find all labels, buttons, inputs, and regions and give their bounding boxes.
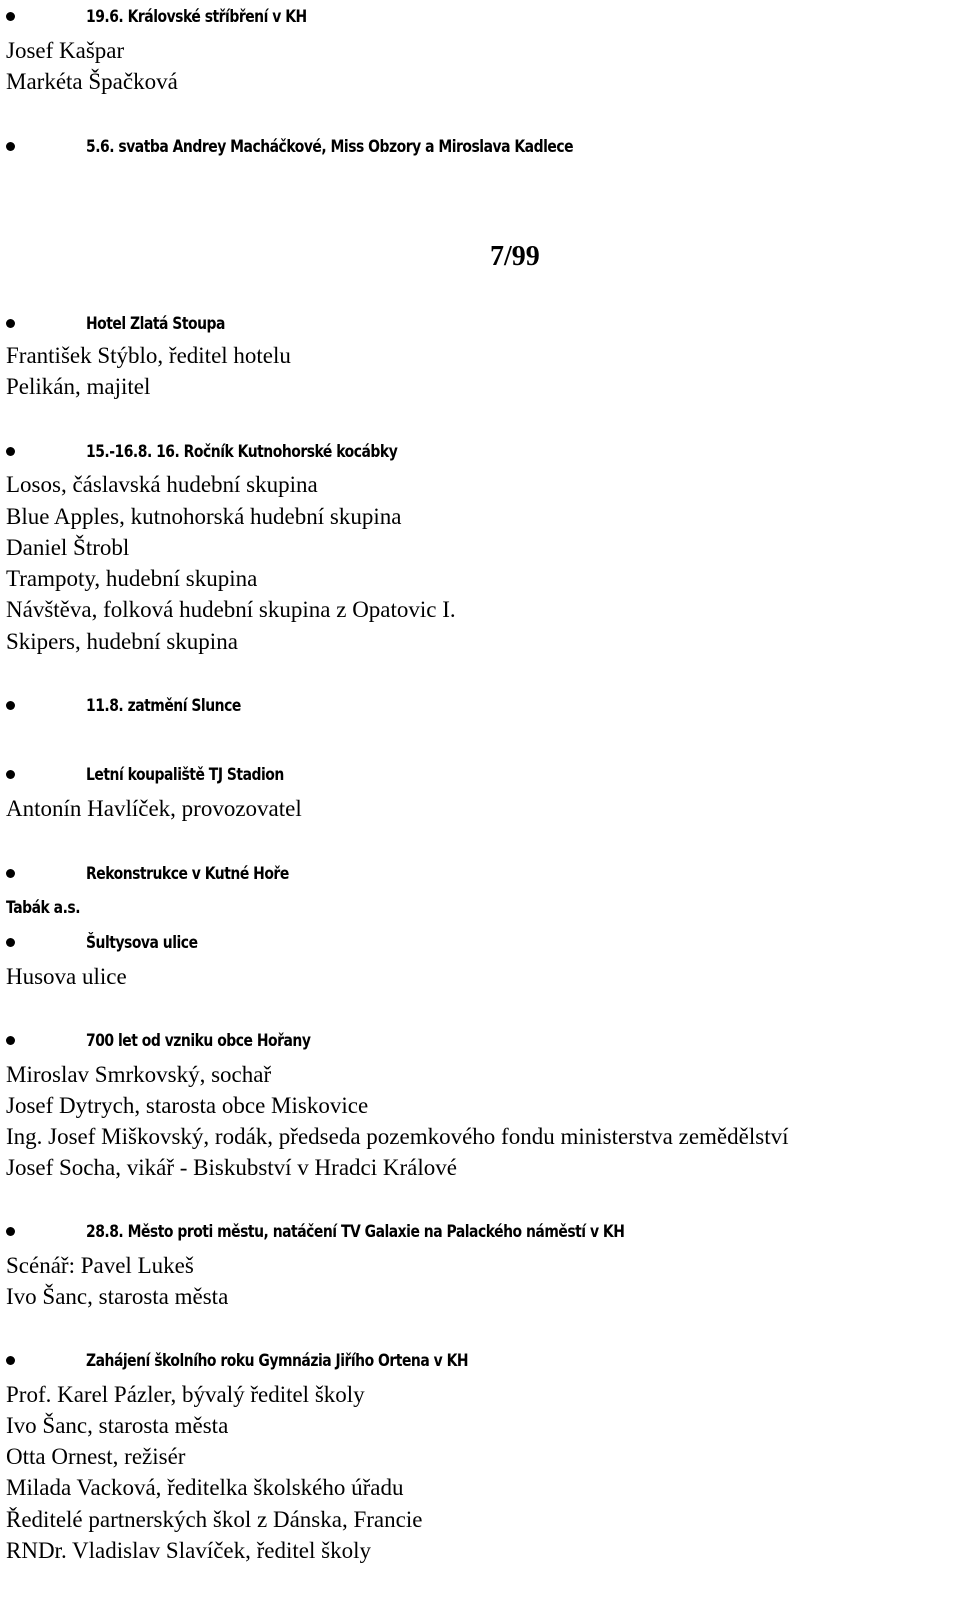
bullet-icon xyxy=(6,319,15,328)
text-line: Husova ulice xyxy=(6,964,127,989)
bullet-icon xyxy=(6,447,15,456)
text-line: Josef Dytrych, starosta obce Miskovice xyxy=(6,1093,369,1118)
bullet-icon xyxy=(6,938,15,947)
section-heading: Letní koupaliště TJ Stadion xyxy=(86,765,284,785)
bullet-icon xyxy=(6,1036,15,1045)
text-line: Milada Vacková, ředitelka školského úřadu xyxy=(6,1475,404,1500)
bullet-icon xyxy=(6,770,15,779)
page-number: 7/99 xyxy=(490,241,540,272)
text-line: Daniel Štrobl xyxy=(6,535,130,560)
section-heading: Hotel Zlatá Stoupa xyxy=(86,314,225,334)
text-line: Losos, čáslavská hudební skupina xyxy=(6,472,318,497)
bullet-icon xyxy=(6,869,15,878)
text-line: Antonín Havlíček, provozovatel xyxy=(6,796,302,821)
section-heading: Tabák a.s. xyxy=(6,898,81,918)
text-line: Otta Ornest, režisér xyxy=(6,1444,186,1469)
text-line: Skipers, hudební skupina xyxy=(6,629,238,654)
text-line: Blue Apples, kutnohorská hudební skupina xyxy=(6,504,402,529)
bullet-icon xyxy=(6,701,15,710)
text-line: František Stýblo, ředitel hotelu xyxy=(6,343,291,368)
text-line: Ivo Šanc, starosta města xyxy=(6,1413,229,1438)
section-heading: Rekonstrukce v Kutné Hoře xyxy=(86,864,289,884)
section-heading: 700 let od vzniku obce Hořany xyxy=(86,1031,311,1051)
text-line: RNDr. Vladislav Slavíček, ředitel školy xyxy=(6,1538,371,1563)
section-heading: 19.6. Královské stříbření v KH xyxy=(86,7,307,27)
text-line: Miroslav Smrkovský, sochař xyxy=(6,1062,272,1087)
section-heading: 11.8. zatmění Slunce xyxy=(86,696,241,716)
text-line: Josef Socha, vikář - Biskubství v Hradci Králové xyxy=(6,1155,457,1180)
section-heading: 15.-16.8. 16. Ročník Kutnohorské kocábky xyxy=(86,442,398,462)
text-line: Markéta Špačková xyxy=(6,69,178,94)
text-line: Ředitelé partnerských škol z Dánska, Francie xyxy=(6,1507,423,1532)
bullet-icon xyxy=(6,142,15,151)
text-line: Josef Kašpar xyxy=(6,38,125,63)
bullet-icon xyxy=(6,1227,15,1236)
section-heading: 28.8. Město proti městu, natáčení TV Galaxie na Palackého náměstí v KH xyxy=(86,1222,625,1242)
text-line: Prof. Karel Pázler, bývalý ředitel školy xyxy=(6,1382,365,1407)
section-heading: Šultysova ulice xyxy=(86,933,198,953)
bullet-icon xyxy=(6,12,15,21)
section-heading: Zahájení školního roku Gymnázia Jiřího Ortena v KH xyxy=(86,1351,469,1371)
text-line: Návštěva, folková hudební skupina z Opatovic I. xyxy=(6,597,456,622)
text-line: Ing. Josef Miškovský, rodák, předseda pozemkového fondu ministerstva zemědělství xyxy=(6,1124,789,1149)
section-heading: 5.6. svatba Andrey Macháčkové, Miss Obzory a Miroslava Kadlece xyxy=(86,137,574,157)
text-line: Ivo Šanc, starosta města xyxy=(6,1284,229,1309)
text-line: Scénář: Pavel Lukeš xyxy=(6,1253,194,1278)
text-line: Trampoty, hudební skupina xyxy=(6,566,258,591)
bullet-icon xyxy=(6,1356,15,1365)
text-line: Pelikán, majitel xyxy=(6,374,151,399)
